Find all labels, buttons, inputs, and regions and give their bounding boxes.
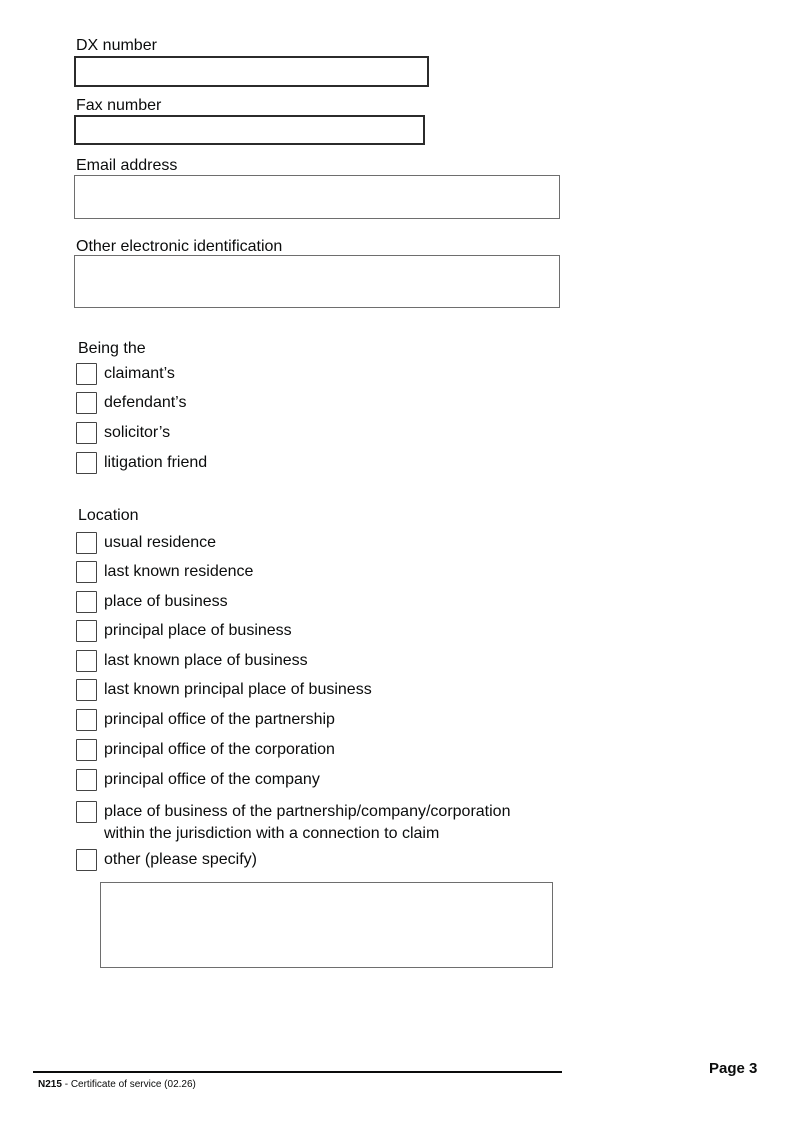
location-option-row <box>76 591 228 613</box>
location-option-row <box>76 679 372 701</box>
checkbox-principal-office-corporation[interactable] <box>76 739 97 761</box>
checkbox-last-known-residence[interactable] <box>76 561 97 583</box>
email-address-label <box>76 156 177 177</box>
checkbox-principal-office-partnership[interactable] <box>76 709 97 731</box>
checkbox-principal-place-of-business-label: principal place of business <box>104 622 292 639</box>
checkbox-last-known-principal-place-of-business-label: last known principal place of business <box>104 681 372 698</box>
being-the-option-row <box>76 392 186 414</box>
being-the-heading: Being the <box>78 340 146 357</box>
checkbox-claimants[interactable] <box>76 363 97 385</box>
checkbox-usual-residence[interactable] <box>76 532 97 554</box>
checkbox-last-known-residence-label: last known residence <box>104 563 254 580</box>
checkbox-place-of-business-label: place of business <box>104 593 228 610</box>
being-the-option-row <box>76 363 175 385</box>
checkbox-principal-office-company[interactable] <box>76 769 97 791</box>
checkbox-litigation-friend-label: litigation friend <box>104 454 208 471</box>
checkbox-principal-place-of-business[interactable] <box>76 620 97 642</box>
checkbox-solicitors[interactable] <box>76 422 97 444</box>
checkbox-defendants-label: defendant’s <box>104 394 187 411</box>
footer-text <box>38 1078 196 1091</box>
checkbox-solicitors-label: solicitor’s <box>104 424 171 441</box>
location-option-row <box>76 532 216 554</box>
being-the-option-row <box>76 452 207 474</box>
checkbox-principal-office-company-label: principal office of the company <box>104 771 320 788</box>
checkbox-other-location[interactable] <box>76 849 97 871</box>
footer-form-title: Certificate of service (02.26) <box>70 1079 196 1090</box>
footer-separator: - <box>64 1079 69 1090</box>
location-option-row <box>76 620 292 642</box>
checkbox-place-of-business[interactable] <box>76 591 97 613</box>
checkbox-defendants[interactable] <box>76 392 97 414</box>
checkbox-last-known-principal-place-of-business[interactable] <box>76 679 97 701</box>
location-option-row <box>76 769 320 791</box>
checkbox-principal-office-partnership-label: principal office of the partnership <box>104 711 335 728</box>
location-option-row <box>76 801 546 845</box>
footer-rule <box>33 1071 562 1073</box>
other-electronic-id-input[interactable] <box>74 255 560 308</box>
fax-number-label <box>76 96 161 117</box>
checkbox-principal-office-corporation-label: principal office of the corporation <box>104 741 335 758</box>
other-electronic-id-label-text: Other electronic identification <box>76 237 282 258</box>
being-the-option-row <box>76 422 170 444</box>
dx-number-label-text: DX number <box>76 36 157 57</box>
location-option-row <box>76 709 335 731</box>
checkbox-last-known-place-of-business-label: last known place of business <box>104 652 308 669</box>
dx-number-input[interactable] <box>74 56 429 87</box>
location-option-row <box>76 849 257 871</box>
email-address-label-text: Email address <box>76 156 177 177</box>
checkbox-place-of-business-jurisdiction-label: place of business of the partnership/company/corporation within the jurisdiction with a connection to claim <box>104 803 511 842</box>
page-number: Page 3 <box>709 1060 758 1077</box>
other-specify-textarea[interactable] <box>100 882 553 968</box>
fax-number-input[interactable] <box>74 115 425 145</box>
footer-form-code: N215 <box>38 1079 62 1090</box>
location-option-row <box>76 650 308 672</box>
checkbox-place-of-business-jurisdiction[interactable] <box>76 801 97 823</box>
location-heading: Location <box>78 507 139 524</box>
dx-number-label <box>76 36 157 57</box>
checkbox-other-location-label: other (please specify) <box>104 851 257 868</box>
checkbox-litigation-friend[interactable] <box>76 452 97 474</box>
email-address-input[interactable] <box>74 175 560 219</box>
fax-number-label-text: Fax number <box>76 96 161 117</box>
checkbox-last-known-place-of-business[interactable] <box>76 650 97 672</box>
location-option-row <box>76 739 335 761</box>
location-option-row <box>76 561 253 583</box>
checkbox-claimants-label: claimant’s <box>104 365 175 382</box>
checkbox-usual-residence-label: usual residence <box>104 534 217 551</box>
